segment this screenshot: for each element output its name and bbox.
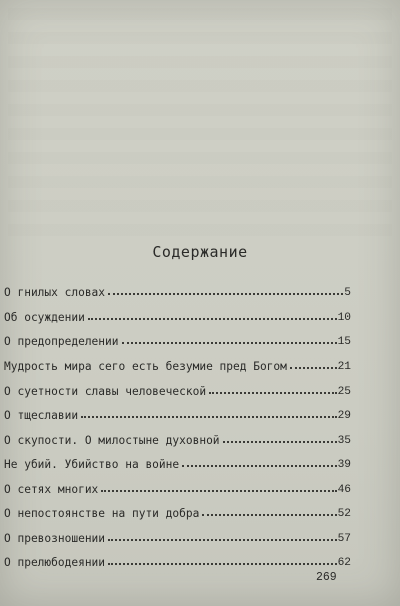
toc-entry — [4, 353, 351, 373]
toc-entry — [4, 328, 351, 348]
toc-entry-title: Мудрость мира сего есть безумие пред Богом — [4, 360, 287, 373]
toc-entry-title: О тщеславии — [4, 409, 79, 422]
toc-entry — [4, 549, 351, 569]
dot-leader — [108, 563, 337, 565]
toc-entry-page: 46 — [337, 484, 351, 496]
show-through-text — [8, 8, 392, 238]
dot-leader — [202, 514, 336, 516]
toc-entry-title: О гнилых словах — [4, 286, 106, 299]
toc-entry-page: 15 — [337, 336, 351, 348]
toc-entry-page: 35 — [337, 435, 351, 447]
toc-entry-page: 25 — [337, 386, 351, 398]
dot-leader — [108, 539, 337, 541]
toc-entry-title: О скупости. О милостыне духовной — [4, 434, 220, 447]
toc-entry — [4, 304, 351, 324]
toc-entry-title: О превозношении — [4, 532, 106, 545]
dot-leader — [81, 416, 336, 418]
toc-entry-title: Не убий. Убийство на войне — [4, 458, 180, 471]
dot-leader — [108, 293, 343, 295]
toc-entry-title: Об осуждении — [4, 311, 85, 324]
toc-entry-title: О суетности славы человеческой — [4, 385, 207, 398]
toc-entry — [4, 402, 351, 422]
toc-entry-page: 5 — [344, 287, 351, 299]
page-number: 269 — [316, 571, 337, 584]
toc-entry — [4, 525, 351, 545]
dot-leader — [122, 342, 337, 344]
toc-entry-page: 62 — [337, 557, 351, 569]
toc-entry-title: О прелюбодеянии — [4, 556, 106, 569]
toc-entry-page: 57 — [337, 533, 351, 545]
toc-entry — [4, 378, 351, 398]
toc-entry-page: 21 — [337, 361, 351, 373]
toc-entry-title: О сетях многих — [4, 483, 99, 496]
toc-entry-page: 10 — [337, 312, 351, 324]
toc-entry — [4, 476, 351, 496]
dot-leader — [182, 465, 336, 467]
dot-leader — [223, 441, 337, 443]
dot-leader — [101, 490, 336, 492]
dot-leader — [290, 367, 337, 369]
toc-entry — [4, 279, 351, 299]
toc-entry-title: О предопределении — [4, 335, 119, 348]
toc-entry-title: О непостоянстве на пути добра — [4, 507, 200, 520]
toc-entry-page: 39 — [337, 459, 351, 471]
toc-entry — [4, 427, 351, 447]
dot-leader — [209, 392, 336, 394]
toc-entry — [4, 500, 351, 520]
toc-entry-page: 52 — [337, 508, 351, 520]
toc-heading: Содержание — [152, 243, 248, 261]
dot-leader — [88, 318, 337, 320]
toc-entry — [4, 451, 351, 471]
toc-entry-page: 29 — [337, 410, 351, 422]
